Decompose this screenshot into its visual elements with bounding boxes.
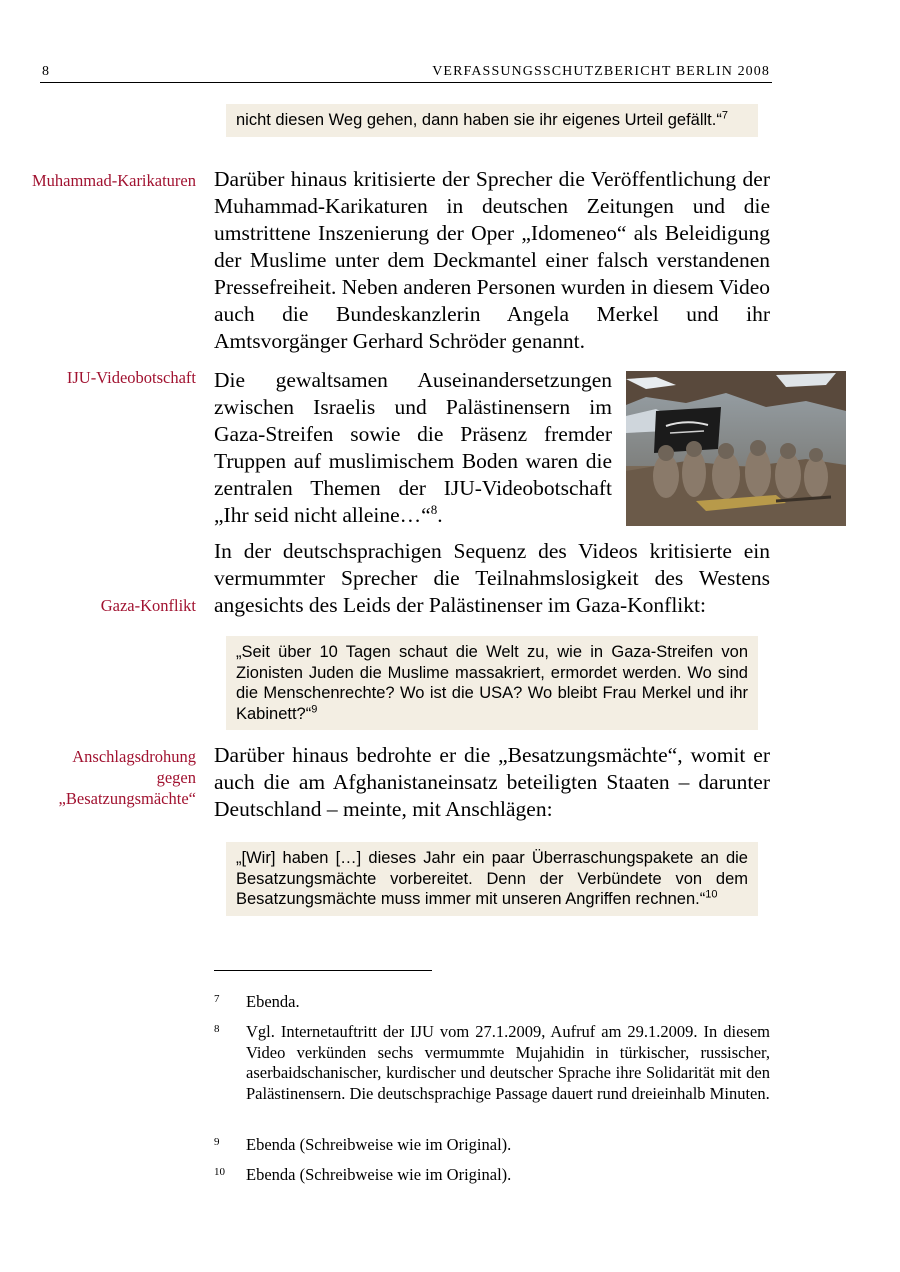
footnote-ref: 9 [311,703,318,715]
video-still-image [626,371,846,526]
footnote-number: 7 [214,993,220,1005]
footnote-ref: 7 [721,109,728,122]
footnote [214,1022,770,1104]
quote-block [226,104,758,137]
footnote-ref: 10 [705,888,718,901]
footnote-number: 9 [214,1136,220,1148]
running-title: VERFASSUNGSSCHUTZBERICHT BERLIN 2008 [432,64,770,79]
footnote [214,992,770,1013]
margin-note-line: gegen [156,768,196,787]
paragraph-end: . [437,503,443,527]
quote-block [226,636,758,730]
footnote-number: 8 [214,1023,220,1035]
footnote-ref: 8 [430,501,438,517]
footnote-number: 10 [214,1166,225,1178]
margin-note: Muhammad-Karikaturen [31,171,196,190]
footnote-separator [214,970,432,971]
body-paragraph: In der deutschsprachigen Sequenz des Videos kritisierte ein vermummter Sprecher die Teilnahmslosigkeit des Westens angesichts des Leids der Palästinenser im Gaza-Konflikt: [214,539,770,617]
margin-note: Gaza-Konflikt [100,596,196,615]
margin-note-line: Anschlagsdrohung [72,747,196,766]
quote-text: nicht diesen Weg gehen, dann haben sie ihr eigenes Urteil gefällt.“ [236,111,722,129]
margin-note [6,746,196,809]
body-paragraph: Darüber hinaus kritisierte der Sprecher die Veröffentlichung der Muhammad-Karikaturen in deutschen Zeitungen und die umstrittene Inszenierung der Oper „Idomeneo“ als Beleidigung der Muslime unter dem Deckmantel einer falsch verstandenen Pressefreiheit. Neben anderen Personen wurden in diesem Video auch die Bundeskanzlerin Angela Merkel und ihr Amtsvorgänger Gerhard Schröder genannt. [214,167,770,353]
margin-note-line: „Besatzungsmächte“ [58,789,196,808]
page-header [40,62,772,83]
page-number: 8 [42,64,49,79]
paragraph-text: Die gewaltsamen Auseinandersetzungen zwischen Israelis und Palästinensern im Gaza-Streifen sowie die Präsenz fremder Truppen auf muslimischem Boden waren die zentralen Themen der IJU-Videobotschaft „Ihr seid nicht alleine…“ [214,368,612,527]
quote-text: „[Wir] haben […] dieses Jahr ein paar Überraschungspakete an die Besatzungsmächte vorbereitet. Denn der Verbündete von dem Besatzungsmächte muss immer mit unseren Angriffen rechnen.“ [236,849,748,908]
quote-block [226,842,758,916]
footnote [214,1135,770,1156]
body-paragraph [214,367,612,529]
footnote-text: Ebenda. [246,992,300,1011]
footnote-text: Vgl. Internetauftritt der IJU vom 27.1.2009, Aufruf am 29.1.2009. In diesem Video verkünden sechs vermummte Mujahidin in türkischer, russischer, aserbaidschanischer, kurdischer und deutscher Sprache ihre Solidarität mit den Palästinensern. Die deutschsprachige Passage dauert rund dreieinhalb Minuten. [246,1022,770,1103]
footnote-text: Ebenda (Schreibweise wie im Original). [246,1165,512,1184]
body-paragraph: Darüber hinaus bedrohte er die „Besatzungsmächte“, womit er auch die am Afghanistaneinsatz beteiligten Staaten – darunter Deutschland – meinte, mit Anschlägen: [214,743,770,821]
margin-note: IJU-Videobotschaft [66,368,196,387]
footnote [214,1165,770,1186]
footnote-text: Ebenda (Schreibweise wie im Original). [246,1135,512,1154]
quote-text: „Seit über 10 Tagen schaut die Welt zu, wie in Gaza-Streifen von Zionisten Juden die Muslime massakriert, ermordet werden. Wo sind die Menschenrechte? Wo ist die USA? Wo bleibt Frau Merkel und ihr Kabinett?“ [236,643,748,723]
